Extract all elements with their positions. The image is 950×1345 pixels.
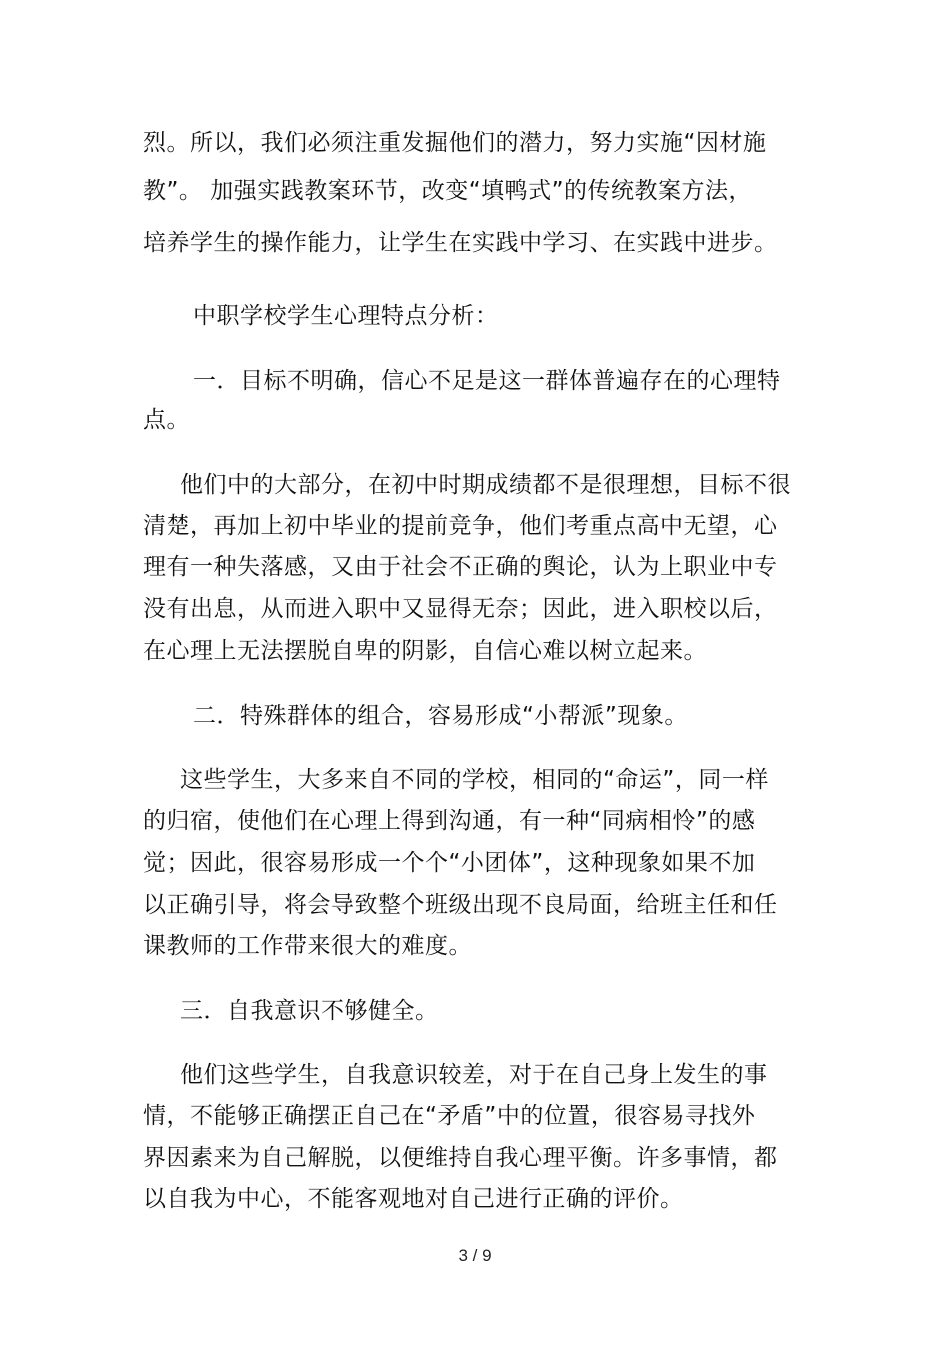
text-line: 培养学生的操作能力，让学生在实践中学习、在实践中进步。: [143, 230, 778, 256]
text-line: 情，不能够正确摆正自己在“矛盾”中的位置，很容易寻找外: [143, 1103, 756, 1129]
text-line: 他们中的大部分，在初中时期成绩都不是很理想，目标不很: [180, 472, 791, 498]
text-line: 在心理上无法摆脱自卑的阴影，自信心难以树立起来。: [143, 638, 707, 664]
text-line: 课教师的工作带来很大的难度。: [143, 933, 472, 959]
text-line: 的归宿，使他们在心理上得到沟通，有一种“同病相怜”的感: [143, 808, 756, 834]
section-heading: 一．目标不明确，信心不足是这一群体普遍存在的心理特: [193, 368, 781, 394]
text-line: 以正确引导，将会导致整个班级出现不良局面，给班主任和任: [143, 892, 778, 918]
text-line: 理有一种失落感，又由于社会不正确的舆论，认为上职业中专: [143, 554, 778, 580]
text-line: 点。: [143, 407, 190, 433]
section-heading: 三．自我意识不够健全。: [180, 998, 439, 1024]
section-heading: 二．特殊群体的组合，容易形成“小帮派”现象。: [193, 703, 688, 729]
text-line: 这些学生，大多来自不同的学校，相同的“命运”，同一样: [180, 767, 769, 793]
section-heading: 中职学校学生心理特点分析：: [193, 303, 499, 329]
text-line: 界因素来为自己解脱，以便维持自我心理平衡。许多事情，都: [143, 1145, 778, 1171]
text-line: 觉；因此，很容易形成一个个“小团体”，这种现象如果不加: [143, 850, 756, 876]
text-line: 清楚，再加上初中毕业的提前竞争，他们考重点高中无望，心: [143, 513, 778, 539]
text-line: 教”。 加强实践教案环节，改变“填鸭式”的传统教案方法，: [143, 178, 753, 204]
text-line: 以自我为中心，不能客观地对自己进行正确的评价。: [143, 1186, 684, 1212]
page-number: 3 / 9: [458, 1246, 492, 1265]
text-line: 他们这些学生，自我意识较差，对于在自己身上发生的事: [180, 1062, 768, 1088]
text-line: 烈。所以，我们必须注重发掘他们的潜力，努力实施“因材施: [143, 130, 767, 156]
text-line: 没有出息，从而进入职中又显得无奈；因此，进入职校以后，: [143, 596, 778, 622]
